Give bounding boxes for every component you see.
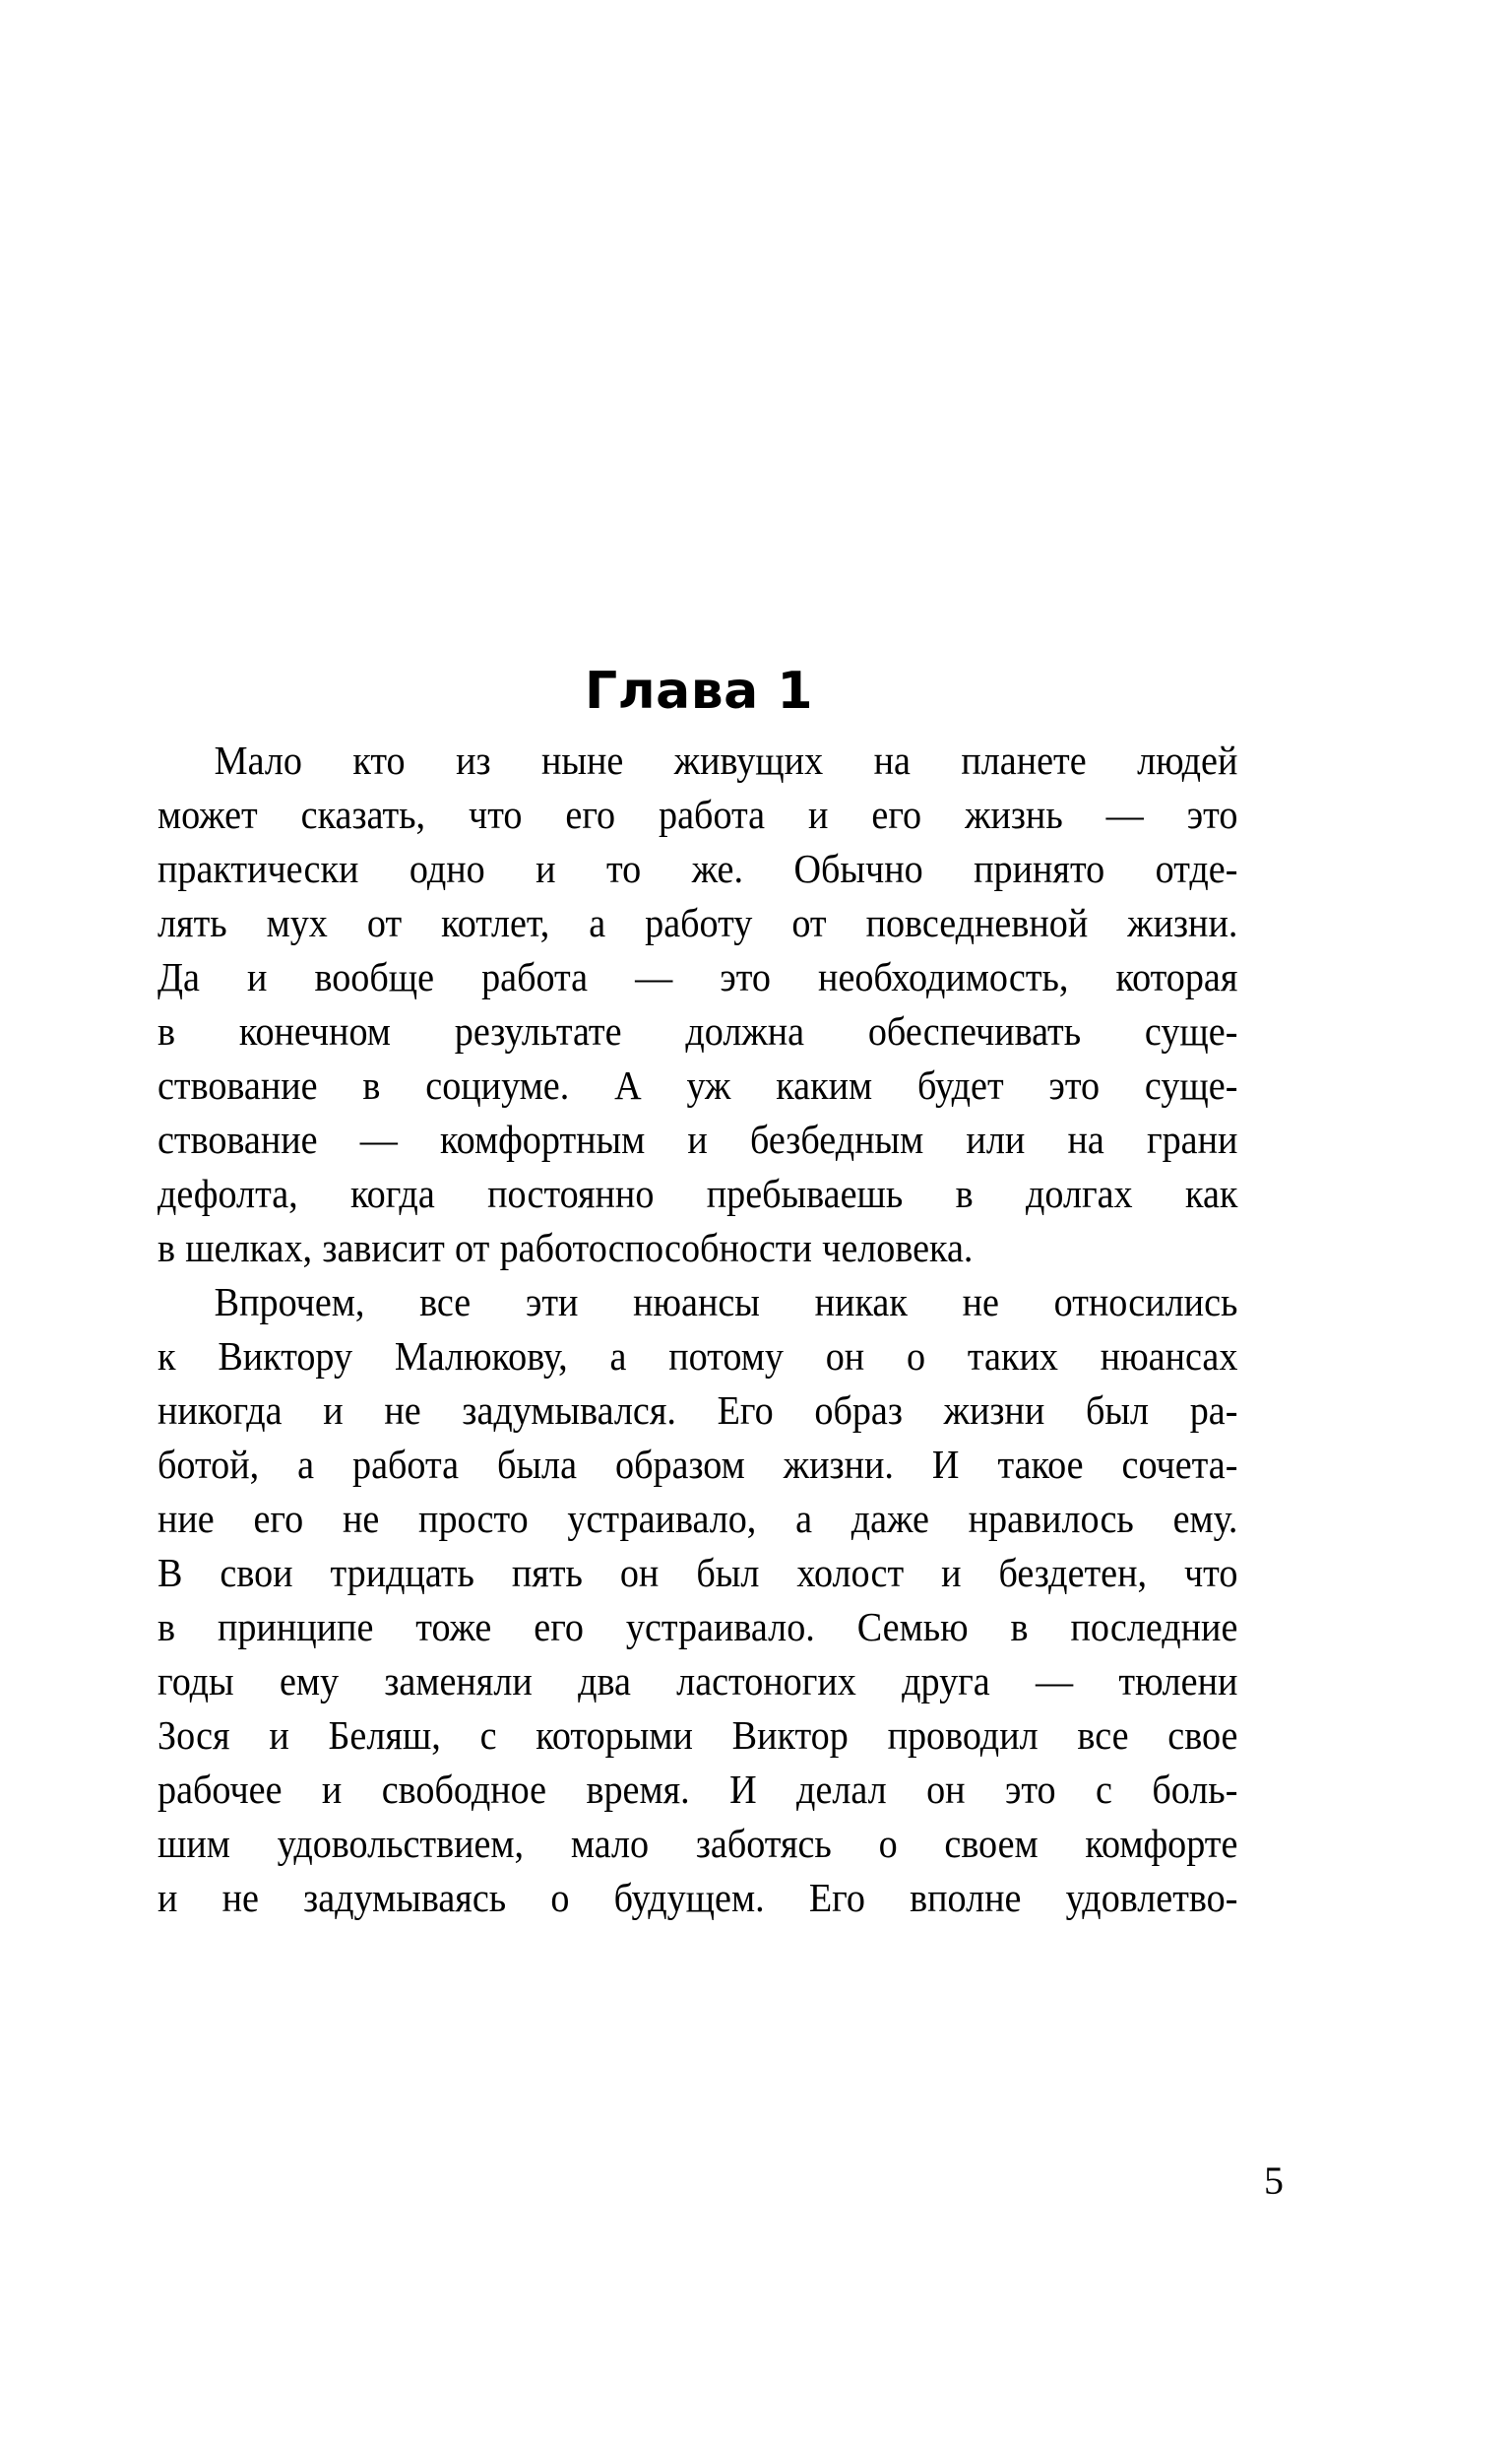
page-number: 5 [1264, 2158, 1284, 2203]
text-line: и не задумываясь о будущем. Его вполне удовлетво- [158, 1875, 1238, 1920]
text-line: ние его не просто устраивало, а даже нравилось ему. [158, 1496, 1238, 1541]
text-line: ботой, а работа была образом жизни. И такое сочета- [158, 1442, 1238, 1487]
text-line: рабочее и свободное время. И делал он это с боль- [158, 1767, 1238, 1812]
paragraph-2 [158, 1275, 1237, 1925]
text-line: Мало кто из ныне живущих на планете людей [214, 738, 1238, 783]
paragraph-1 [158, 734, 1237, 1275]
text-line: лять мух от котлет, а работу от повседневной жизни. [158, 900, 1238, 945]
text-line: в шелках, зависит от работоспособности человека. [158, 1225, 974, 1270]
text-line: может сказать, что его работа и его жизнь — это [158, 792, 1238, 837]
text-line: Да и вообще работа — это необходимость, которая [158, 954, 1238, 999]
text-line: В свои тридцать пять он был холост и бездетен, что [158, 1550, 1238, 1595]
chapter-heading: Глава 1 [584, 661, 814, 721]
text-line: практически одно и то же. Обычно принято отде- [158, 846, 1238, 891]
text-line: в принципе тоже его устраивало. Семью в последние [158, 1604, 1238, 1649]
text-line: годы ему заменяли два ластоногих друга — тюлени [158, 1658, 1238, 1704]
body-text-block [158, 734, 1238, 1925]
text-line: Впрочем, все эти нюансы никак не относились [214, 1279, 1238, 1324]
text-line: к Виктору Малюкову, а потому он о таких нюансах [158, 1333, 1238, 1379]
text-line: никогда и не задумывался. Его образ жизни был ра- [158, 1387, 1238, 1433]
text-line: дефолта, когда постоянно пребываешь в долгах как [158, 1171, 1238, 1216]
text-line: в конечном результате должна обеспечивать суще- [158, 1008, 1238, 1054]
text-line: Зося и Беляш, с которыми Виктор проводил все свое [158, 1712, 1238, 1758]
text-line: шим удовольствием, мало заботясь о своем комфорте [158, 1821, 1238, 1866]
text-line: ствование — комфортным и безбедным или на грани [158, 1117, 1238, 1162]
text-line: ствование в социуме. А уж каким будет это суще- [158, 1062, 1238, 1108]
